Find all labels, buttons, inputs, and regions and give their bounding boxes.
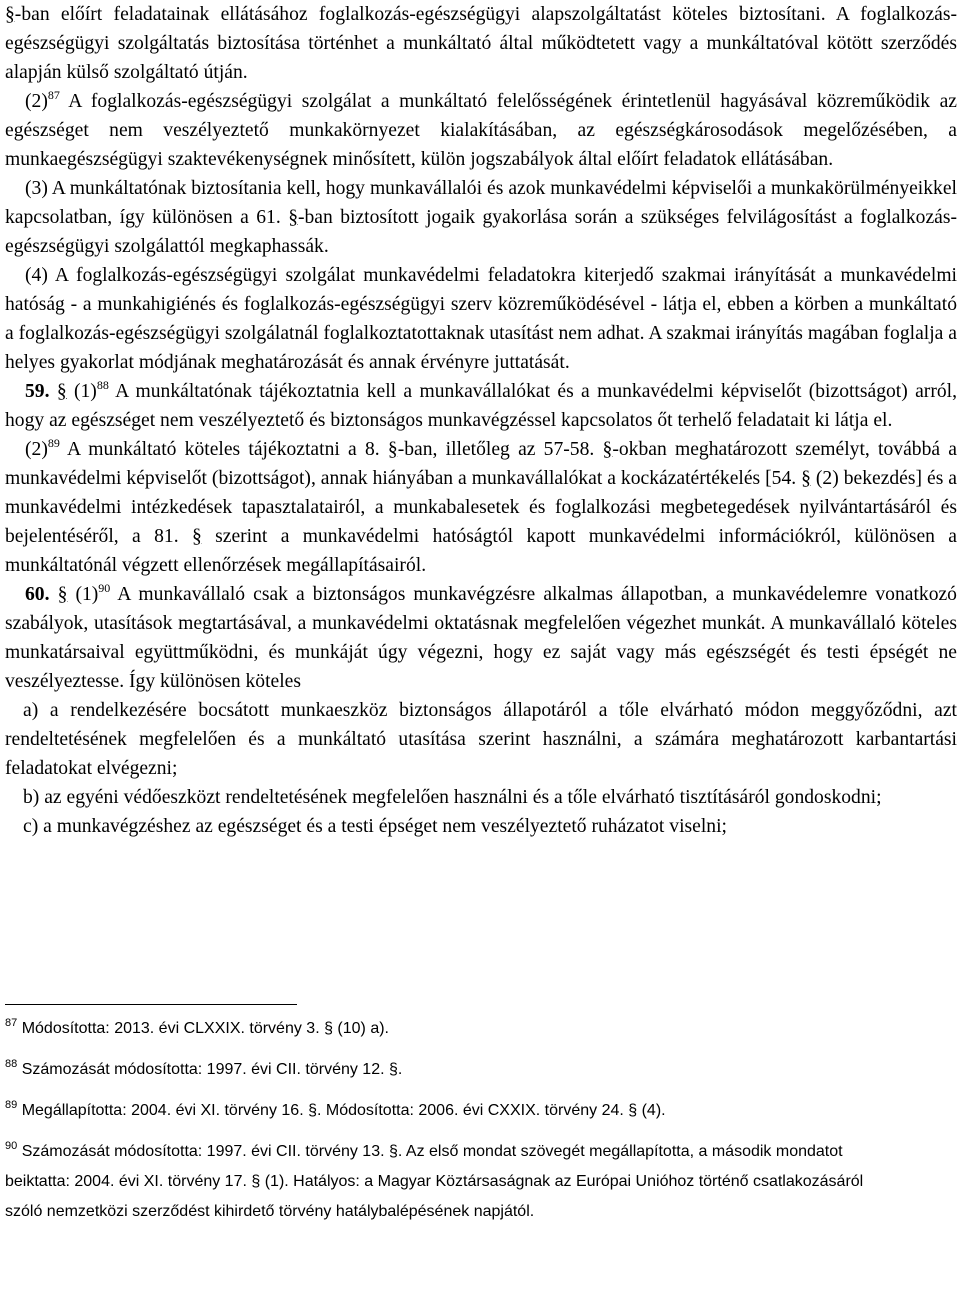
paragraph-text: (3) A munkáltatónak biztosítania kell, hogy munkavállalói és azok munkavédelmi képviselői a munkakörülményeikkel kapcsolatban, így különösen a 61. [5,178,957,228]
footnote-87 [5,1014,905,1044]
footnote-number: 90 [5,1140,18,1152]
paragraph-3 [5,174,957,261]
footnote-ref-87[interactable]: 87 [47,88,60,102]
section-symbol: § [288,207,298,228]
section-59-paragraph-2 [5,435,957,580]
paragraph-text: -okban meghatározott személyt, továbbá a munkavédelmi képviselőt (bizottságot), annak hiányában a munkavállalókat a kockázatértékelés [54. [5,439,957,489]
section-number: 59. [25,381,50,402]
section-59-paragraph-1 [5,377,957,435]
paragraph-4 [5,261,957,377]
footnote-separator [5,1004,297,1005]
footnote-text: Számozását módosította: 1997. évi CII. törvény 13. §. Az első mondat szövegét megállapította, a második mondatot beiktatta: 2004. évi XI. törvény 17. § (1). Hatályos: a Magyar Köztársaságnak az Európai Unióhoz történő csatlakozásáról szóló nemzetközi szerződést kihirdető törvény hatálybalépésének napjától. [5,1143,864,1220]
section-symbol: § [191,526,202,547]
paragraph-text: (2) bekezdés] és a munkavédelmi intézkedések tapasztalatairól, a munkabalesetek és foglalkozási megbetegedések nyilvántartásáról és bejelentéséről, a 81. [5,468,957,547]
section-number: 60. [25,584,50,605]
paragraph-text: szerint a munkavédelmi hatóságtól kapott munkavédelmi információkról, különösen a munkáltatónál végzett ellenőrzések megállapításairól. [5,526,957,576]
paragraph-number: (1) [66,381,97,402]
footnote-number: 88 [5,1058,18,1070]
section-symbol: § [5,4,15,25]
list-item-b: b) az egyéni védőeszközt rendeltetésének megfelelően használni és a tőle elvárható tisztításáról gondoskodni; [23,787,882,808]
footnote-ref-90[interactable]: 90 [98,581,111,595]
section-symbol: § [602,439,613,460]
footnote-text: Számozását módosította: 1997. évi CII. törvény 12. §. [17,1061,403,1078]
section-symbol: § [801,468,811,489]
paragraph-continuation [5,0,957,87]
footnote-text: Megállapította: 2004. évi XI. törvény 16. §. Módosította: 2006. évi CXXIX. törvény 24. § (4). [17,1102,666,1119]
footnote-text: Módosította: 2013. évi CLXXIX. törvény 3. § (10) a). [17,1020,389,1037]
section-symbol: § [387,439,398,460]
paragraph-number: (2) [25,91,48,112]
footnotes [5,1014,905,1227]
section-symbol: § [57,584,68,605]
section-symbol: § [56,381,67,402]
footnote-90 [5,1137,905,1227]
footnote-88 [5,1055,905,1085]
paragraph-text: A munkáltatónak tájékoztatnia kell a munkavállalókat és a munkavédelmi képviselőt (bizottságot) arról, hogy az egészséget nem veszélyeztető és biztonságos munkavégzéssel kapcsolatos őt terhelő feladatait ki látja el. [5,381,957,431]
footnote-number: 89 [5,1099,18,1111]
list-item-c: c) a munkavégzéshez az egészséget és a testi épséget nem veszélyeztető ruházatot viselni; [23,816,727,837]
paragraph-text: A foglalkozás-egészségügyi szolgálat a munkáltató felelősségének érintetlenül hagyásával közreműködik az egészséget nem veszélyeztető munkakörnyezet kialakításában, az egészségkárosodások megelőzésében, a munkaegészségügyi szaktevékenységnek minősített, külön jogszabályok által előírt feladatok ellátásában. [5,91,957,170]
footnote-ref-88[interactable]: 88 [96,378,109,392]
document-body [5,0,957,841]
footnote-ref-89[interactable]: 89 [47,436,60,450]
paragraph-text: (4) A foglalkozás-egészségügyi szolgálat munkavédelmi feladatokra kiterjedő szakmai irányítását a munkavédelmi hatóság - a munkahigiénés és foglalkozás-egészségügyi szerv közreműködésével - látja el, ebben a körben a munkáltató a foglalkozás-egészségügyi szolgálatnál foglalkoztatottaknak utasítást nem adhat. A szakmai irányítás magában foglalja a helyes gyakorlat módjának meghatározását és annak érvényre juttatását. [5,265,957,373]
footnote-89 [5,1096,905,1126]
paragraph-text: A munkáltató köteles tájékoztatni a 8. [59,439,388,460]
paragraph-number: (1) [67,584,99,605]
list-item-a: a) a rendelkezésére bocsátott munkaeszköz biztonságos állapotáról a tőle elvárható módon meggyőződni, azt rendeltetésének megfelelően és a munkáltató utasítása szerint használni, a számára meghatározott karbantartási feladatokat elvégezni; [5,700,957,779]
paragraph-text: -ban biztosított jogaik gyakorlása során a szükséges felvilágosítást a foglalkozás-egészségügyi szolgálattól megkaphassák. [5,207,957,257]
paragraph-number: (2) [25,439,48,460]
paragraph-2 [5,87,957,174]
footnote-number: 87 [5,1017,18,1029]
paragraph-text: -ban, illetőleg az 57-58. [397,439,603,460]
section-60-paragraph-1 [5,580,957,696]
paragraph-text: -ban előírt feladatainak ellátásához foglalkozás-egészségügyi alapszolgáltatást köteles biztosítani. A foglalkozás-egészségügyi szolgáltatás biztosítása történhet a munkáltató által működtetett vagy a munkáltatóval kötött szerződés alapján külső szolgáltató útján. [5,4,957,83]
paragraph-text: A munkavállaló csak a biztonságos munkavégzésre alkalmas állapotban, a munkavédelemre vonatkozó szabályok, utasítások megtartásával, a munkavédelmi oktatásnak megfelelően végezhet munkát. A munkavállaló köteles munkatársaival együttműködni, és munkáját úgy végezni, hogy ez saját vagy más egészségét és testi épségét ne veszélyeztesse. Így különösen köteles [5,584,957,692]
